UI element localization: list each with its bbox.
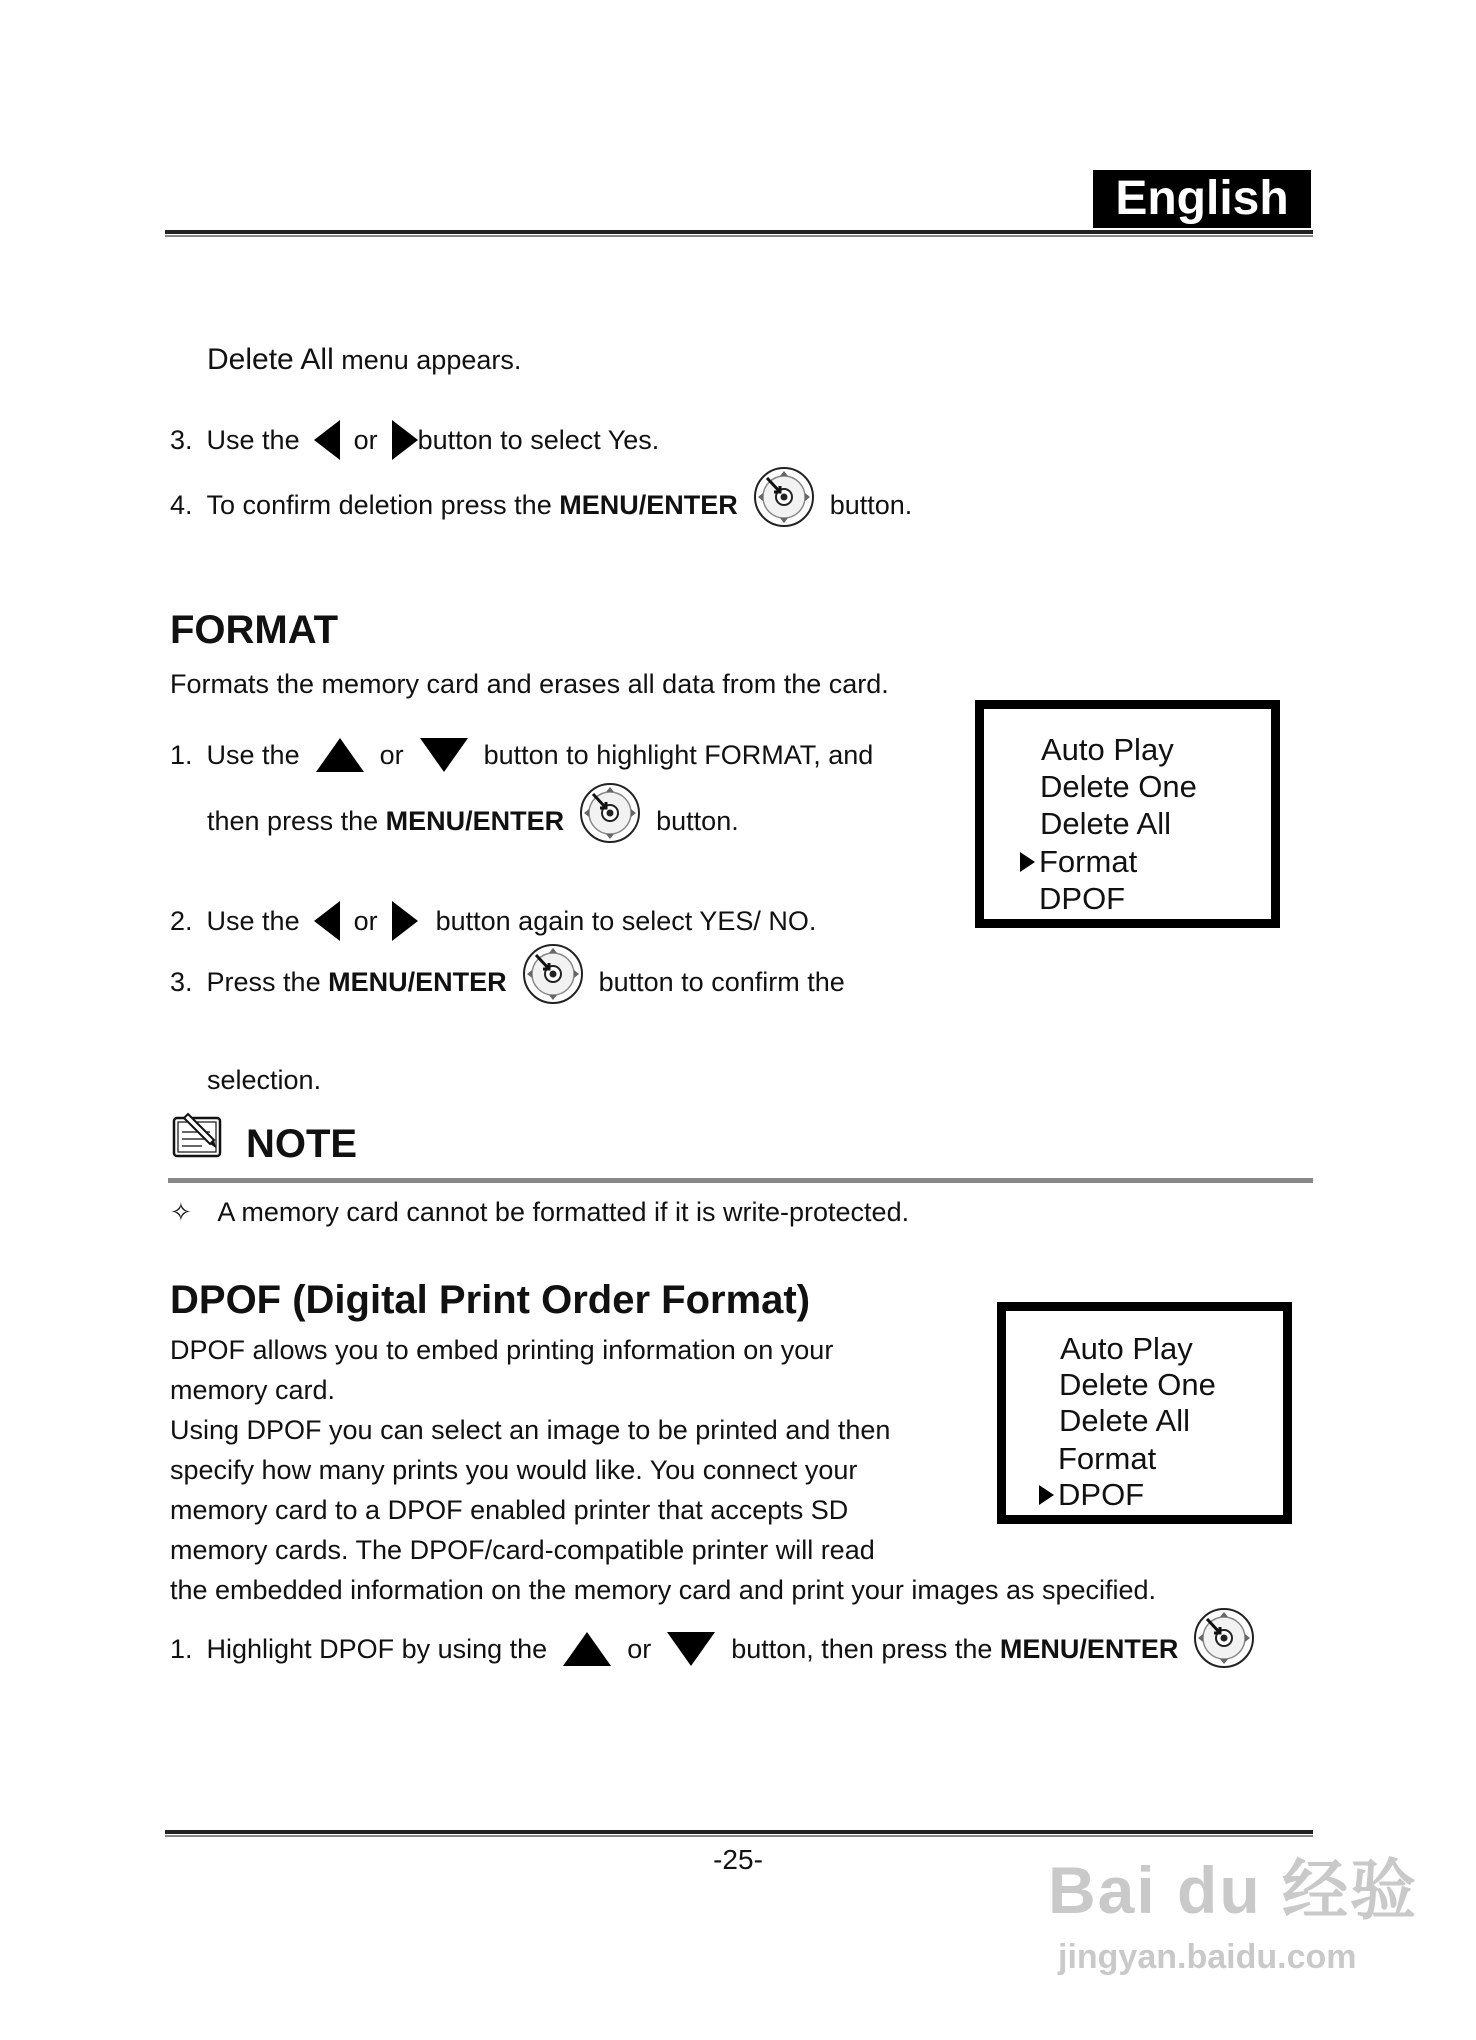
sparkle-bullet-icon: ✧ — [170, 1197, 192, 1227]
selection-pointer-icon — [1020, 852, 1035, 872]
format-step-2 — [170, 896, 816, 946]
format-step-3-cont: selection. — [207, 1065, 322, 1095]
step-text: To confirm deletion press the — [206, 490, 560, 520]
step-text: Highlight DPOF by using the — [206, 1634, 548, 1664]
step-number: 3. — [170, 967, 193, 997]
step-text: button again to select YES/ NO. — [435, 906, 817, 936]
step-text: button to select Yes. — [417, 425, 660, 455]
right-arrow-icon — [392, 901, 418, 941]
page-number: -25- — [713, 1844, 763, 1875]
step-text: or — [353, 906, 378, 936]
baidu-watermark-url: jingyan.baidu.com — [1058, 1938, 1357, 1976]
step-text: Press the — [206, 967, 329, 997]
dpof-menu-screen — [997, 1302, 1292, 1524]
right-arrow-icon — [392, 420, 418, 460]
up-arrow-icon — [316, 738, 364, 772]
menu-enter-dial-icon — [521, 942, 585, 1006]
footer-rule — [165, 1830, 1313, 1834]
step-number: 1. — [170, 740, 193, 770]
format-menu-screen — [975, 700, 1280, 928]
dpof-line: specify how many prints you would like. You connect your — [170, 1455, 858, 1485]
dpof-heading: DPOF (Digital Print Order Format) — [170, 1278, 811, 1322]
menu-enter-label: MENU/ENTER — [385, 806, 565, 836]
dpof-line: memory card. — [170, 1375, 336, 1405]
step-text: Use the — [206, 425, 300, 455]
menu-item-delete-one: Delete One — [1040, 769, 1197, 804]
menu-item-dpof: DPOF — [1058, 1477, 1145, 1512]
dpof-line: memory card to a DPOF enabled printer that accepts SD — [170, 1495, 849, 1525]
header-rule-shadow — [165, 235, 1313, 237]
note-pad-icon — [170, 1108, 226, 1160]
baidu-watermark-logo: Bai du 经验 — [1048, 1853, 1419, 1927]
step-number: 1. — [170, 1634, 193, 1664]
down-arrow-icon — [667, 1632, 715, 1666]
step-number: 4. — [170, 490, 193, 520]
up-arrow-icon — [563, 1632, 611, 1666]
menu-item-delete-all: Delete All — [1040, 806, 1171, 841]
format-step-1 — [170, 730, 873, 780]
header-rule — [165, 230, 1313, 234]
menu-item-dpof: DPOF — [1039, 881, 1126, 916]
menu-item-format: Format — [1058, 1441, 1157, 1476]
dpof-line: DPOF allows you to embed printing information on your — [170, 1335, 834, 1365]
language-badge: English — [1093, 170, 1311, 228]
delete-step-3 — [170, 415, 659, 465]
delete-step-4 — [170, 470, 912, 540]
menu-enter-label: MENU/ENTER — [999, 1634, 1179, 1664]
intro-line — [207, 344, 521, 376]
note-bullet — [170, 1196, 909, 1228]
menu-enter-dial-icon — [578, 781, 642, 845]
menu-item-delete-one: Delete One — [1059, 1367, 1216, 1402]
format-step-3 — [170, 947, 845, 1017]
note-text: A memory card cannot be formatted if it is write-protected. — [217, 1197, 910, 1227]
step-text: button, then press the — [731, 1634, 1000, 1664]
menu-item-delete-all: Delete All — [1059, 1403, 1190, 1438]
step-text: button to highlight FORMAT, and — [483, 740, 874, 770]
footer-rule-shadow — [165, 1835, 1313, 1837]
menu-item-auto-play: Auto Play — [1041, 732, 1174, 767]
format-step-1-cont — [207, 786, 739, 856]
menu-enter-label: MENU/ENTER — [559, 490, 738, 520]
note-heading: NOTE — [246, 1122, 358, 1166]
left-arrow-icon — [314, 420, 340, 460]
selection-pointer-icon — [1039, 1485, 1054, 1505]
delete-all-term: Delete All — [207, 343, 334, 376]
dpof-line: memory cards. The DPOF/card-compatible printer will read — [170, 1535, 875, 1565]
step-number: 2. — [170, 906, 193, 936]
step-text: or — [627, 1634, 652, 1664]
left-arrow-icon — [314, 901, 340, 941]
format-description: Formats the memory card and erases all data from the card. — [170, 669, 889, 699]
menu-enter-dial-icon — [1192, 1606, 1256, 1670]
step-text: button. — [829, 490, 913, 520]
step-text: Use the — [206, 740, 300, 770]
menu-appears-text: menu appears. — [333, 345, 522, 375]
step-text: or — [379, 740, 404, 770]
note-rule — [168, 1178, 1313, 1183]
step-text: button to confirm the — [598, 967, 845, 997]
menu-enter-dial-icon — [752, 465, 816, 529]
menu-enter-label: MENU/ENTER — [328, 967, 507, 997]
down-arrow-icon — [420, 738, 468, 772]
dpof-step-1 — [170, 1614, 1256, 1684]
step-text: Use the — [206, 906, 300, 936]
step-number: 3. — [170, 425, 193, 455]
dpof-line: the embedded information on the memory card and print your images as specified. — [170, 1575, 1157, 1605]
step-text: or — [353, 425, 378, 455]
step-text: then press the — [207, 806, 386, 836]
menu-item-auto-play: Auto Play — [1060, 1331, 1193, 1366]
step-text: button. — [656, 806, 739, 836]
dpof-line: Using DPOF you can select an image to be printed and then — [170, 1415, 891, 1445]
menu-item-format: Format — [1039, 844, 1138, 879]
format-heading: FORMAT — [170, 608, 339, 652]
